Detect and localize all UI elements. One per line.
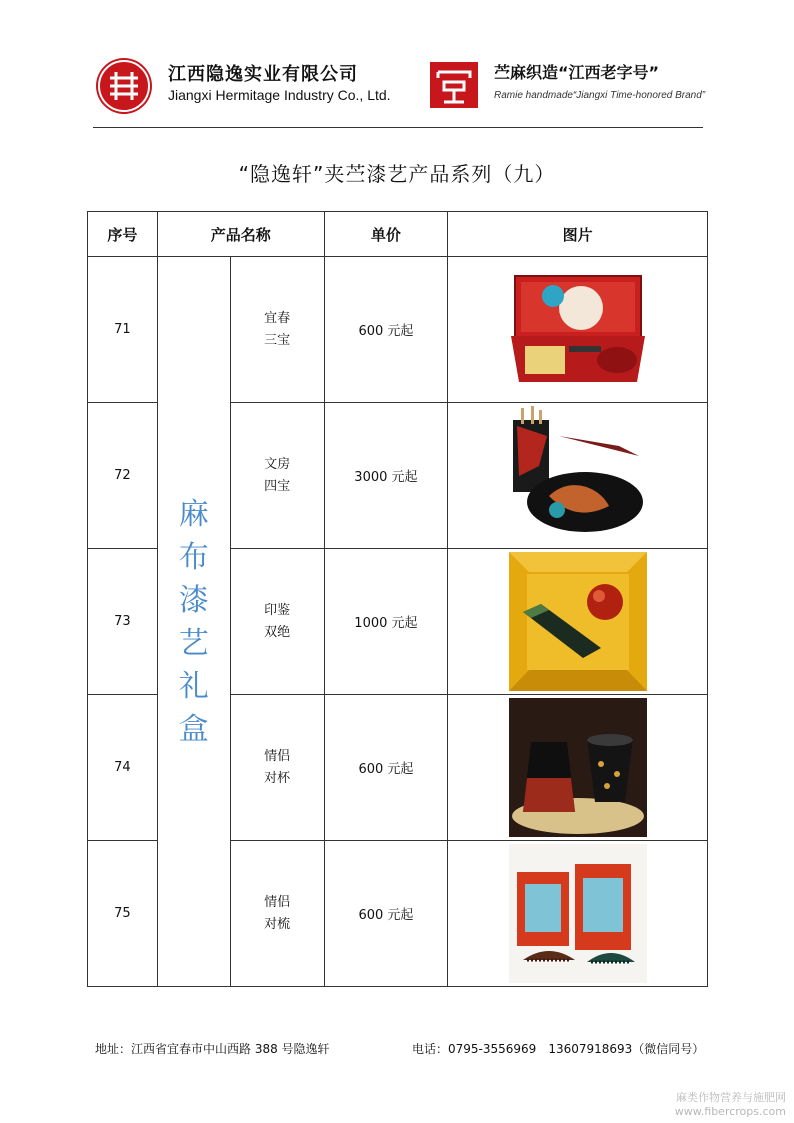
gift-box-image [509,260,647,399]
stationery-set-image [509,406,647,545]
product-name [230,549,324,695]
company-name-en: Jiangxi Hermitage Industry Co., Ltd. [168,87,391,103]
couple-combs-image [509,844,647,983]
category-char: 麻 [178,496,209,532]
product-name-line: 文房 [264,456,291,472]
row-number: 71 [88,257,158,403]
document-title: “隐逸轩”夹苎漆艺产品系列（九） [238,162,556,186]
slogan-en: Ramie handmade“Jiangxi Time-honored Brand” [494,90,706,101]
product-name-line: 四宝 [264,478,291,494]
watermark [675,1091,786,1119]
product-price: 3000 元起 [324,403,448,549]
product-name [230,257,324,403]
company-logo [96,58,152,114]
product-image-cell [448,549,708,695]
footer-phone: 电话：0795-3556969 13607918693（微信同号） [412,1042,705,1056]
category-cell [157,257,230,987]
header-image: 图片 [448,212,708,257]
table-row [88,257,708,403]
header-divider [93,127,703,128]
category-char: 艺 [178,625,209,661]
header-no: 序号 [88,212,158,257]
product-name-line: 对梳 [264,916,291,932]
product-name-line: 双绝 [264,624,291,640]
product-image-cell [448,841,708,987]
product-name-line: 三宝 [264,332,291,348]
slogan-cn: 苎麻织造“江西老字号” [494,63,660,82]
header-price: 单价 [324,212,448,257]
product-price: 600 元起 [324,257,448,403]
product-price: 600 元起 [324,695,448,841]
product-table [87,211,708,987]
row-number: 72 [88,403,158,549]
product-image-cell [448,403,708,549]
company-name-cn: 江西隐逸实业有限公司 [168,64,358,85]
row-number: 74 [88,695,158,841]
product-image-cell [448,257,708,403]
category-char: 礼 [178,668,209,704]
row-number: 73 [88,549,158,695]
product-name [230,841,324,987]
category-char: 布 [178,539,209,575]
seal-set-image [509,552,647,691]
product-name-line: 对杯 [264,770,291,786]
brand-seal-logo [430,62,478,108]
product-name-line: 宜春 [264,310,291,326]
watermark-line: 麻类作物营养与施肥网 [676,1091,786,1104]
product-price: 600 元起 [324,841,448,987]
table-header-row [88,212,708,257]
header-name: 产品名称 [157,212,324,257]
product-name-line: 印鉴 [264,602,291,618]
product-name [230,695,324,841]
product-name-line: 情侣 [264,748,291,764]
product-image-cell [448,695,708,841]
product-name-line: 情侣 [264,894,291,910]
row-number: 75 [88,841,158,987]
product-name [230,403,324,549]
watermark-url: www.fibercrops.com [674,1105,786,1118]
couple-cups-image [509,698,647,837]
footer-address: 地址：江西省宜春市中山西路 388 号隐逸轩 [95,1042,330,1056]
category-char: 盒 [178,711,209,747]
category-char: 漆 [178,582,209,618]
product-price: 1000 元起 [324,549,448,695]
